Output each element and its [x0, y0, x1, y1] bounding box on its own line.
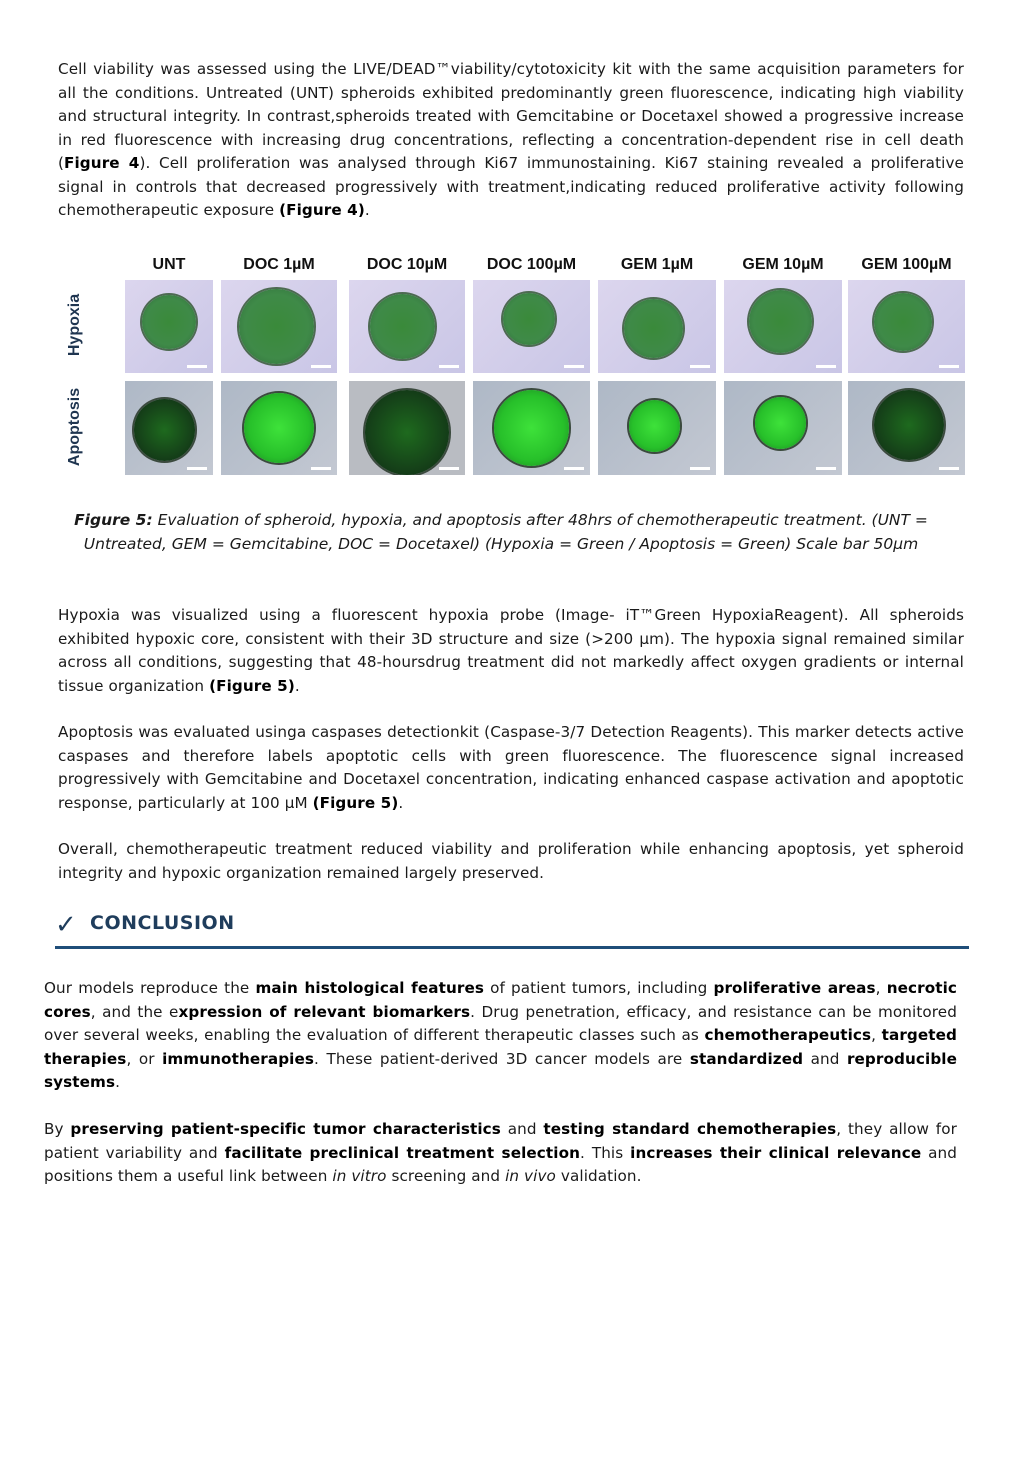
paragraph-apoptosis [58, 721, 964, 815]
spheroid [755, 397, 807, 449]
hypoxia-micrograph [473, 280, 590, 373]
text-segment: ). Cell proliferation was analysed through Ki67 immunostaining. Ki67 staining revealed a proliferative signal in controls that decreased progressively with treatment,indicating reduced proliferative activity following chemotherapeutic exposure [58, 154, 964, 219]
apoptosis-micrograph [724, 381, 842, 475]
column-header: GEM 10µM [742, 256, 824, 273]
apoptosis-micrograph [349, 381, 465, 475]
bold-text: Figure 4 [64, 154, 140, 172]
text-segment: validation. [555, 1167, 642, 1185]
scale-bar [311, 365, 331, 368]
bold-text: testing standard chemotherapies [543, 1120, 837, 1138]
column-header: DOC 1µM [243, 256, 315, 273]
paragraph-conclusion-1 [44, 977, 957, 1095]
spheroid [624, 299, 684, 359]
text-segment: . [115, 1073, 121, 1091]
scale-bar [690, 365, 710, 368]
hypoxia-micrograph [349, 280, 465, 373]
text-segment: , [875, 979, 887, 997]
text-segment: of patient tumors, including [484, 979, 714, 997]
bold-text: immunotherapies [162, 1049, 315, 1068]
bold-text: reproducible systems [44, 1049, 957, 1091]
bold-text: necrotic cores [44, 979, 957, 1021]
text-segment: . These patient-derived 3D cancer models are [314, 1049, 690, 1068]
spheroid [749, 290, 812, 353]
paragraph-viability [58, 58, 964, 223]
bold-text: increases their clinical relevance [630, 1143, 922, 1162]
text-segment: Apoptosis was evaluated usinga caspases detectionkit (Caspase-3/7 Detection Reagents). This marker detects active caspases and therefore labels apoptotic cells with green fluorescence. The fluorescence signal increased progressively with Gemcitabine and Docetaxel concentration, indicating enhanced caspase activation and apoptotic response, particularly at 100 µM [58, 723, 964, 812]
spheroid [874, 390, 945, 461]
column-header: GEM 100µM [861, 256, 952, 273]
column-header: DOC 100µM [486, 256, 577, 273]
hypoxia-micrograph [848, 280, 965, 373]
spheroid [134, 399, 196, 461]
scale-bar [939, 365, 959, 368]
scale-bar [816, 365, 836, 368]
text-segment: , they allow for patient variability and [44, 1120, 957, 1162]
bold-text: targeted therapies [44, 1026, 958, 1068]
hypoxia-micrograph [125, 280, 213, 373]
column-header: DOC 10µM [366, 256, 448, 273]
apoptosis-micrograph [598, 381, 716, 475]
column-header: UNT [152, 256, 186, 273]
spheroid [239, 289, 313, 363]
spheroid [370, 294, 435, 359]
bold-text: main histological features [255, 979, 485, 997]
text-segment: , or [126, 1049, 163, 1068]
bold-text: (Figure 4) [279, 201, 365, 219]
bold-text: (Figure 5) [312, 793, 399, 812]
text-segment: By [44, 1120, 71, 1138]
scale-bar [311, 467, 331, 470]
bold-text: xpression of relevant biomarkers [178, 1002, 471, 1021]
figure-caption [60, 508, 942, 556]
caption-label: Figure 5: [74, 511, 153, 529]
scale-bar [564, 467, 584, 470]
text-segment: Cell viability was assessed using the LIVE/DEAD™viability/cytotoxicity kit with the same acquisition parameters for all the conditions. Untreated (UNT) spheroids exhibited predominantly green fluorescence, indicating high viability and structural integrity. In contrast,spheroids treated with Gemcitabine or Docetaxel showed a progressive increase in red fluorescence with increasing drug concentrations, reflecting a concentration-dependent rise in cell death ( [58, 60, 964, 172]
row-label: Apoptosis [66, 387, 83, 467]
apoptosis-micrograph [221, 381, 337, 475]
row-label: Hypoxia [66, 293, 83, 357]
bold-text: standardized [689, 1049, 804, 1068]
spheroid [629, 400, 681, 452]
scale-bar [564, 365, 584, 368]
text-segment: . [364, 201, 370, 219]
spheroid [244, 393, 315, 464]
hypoxia-micrograph [221, 280, 337, 373]
paragraph-overall [58, 838, 964, 885]
scale-bar [439, 467, 459, 470]
apoptosis-micrograph [473, 381, 590, 475]
text-segment: and positions them a useful link between [44, 1143, 957, 1185]
italic-text: in vitro [332, 1167, 387, 1185]
bold-text: facilitate preclinical treatment selection [224, 1143, 581, 1162]
conclusion-title: CONCLUSION [90, 912, 235, 934]
figure-5 [60, 252, 970, 480]
bold-text: proliferative areas [713, 979, 876, 997]
spheroid [874, 293, 932, 351]
scale-bar [690, 467, 710, 470]
text-segment: . Drug penetration, efficacy, and resistance can be monitored over several weeks, enabling the evaluation of different therapeutic classes such as [44, 1002, 957, 1044]
bold-text: chemotherapeutics [704, 1026, 872, 1044]
text-segment: and [803, 1049, 847, 1068]
text-segment: Overall, chemotherapeutic treatment reduced viability and proliferation while enhancing apoptosis, yet spheroid integrity and hypoxic organization remained largely preserved. [58, 840, 964, 882]
column-header: GEM 1µM [620, 256, 694, 273]
scale-bar [187, 365, 207, 368]
spheroid [142, 295, 197, 350]
spheroid [365, 390, 450, 475]
apoptosis-micrograph [848, 381, 965, 475]
text-segment: . This [580, 1143, 631, 1162]
text-segment: Hypoxia was visualized using a fluorescent hypoxia probe (Image- iT™Green HypoxiaReagent). All spheroids exhibited hypoxic core, consistent with their 3D structure and size (>200 µm). The hypoxia signal remained similar across all conditions, suggesting that 48-hoursdrug treatment did not markedly affect oxygen gradients or internal tissue organization [58, 606, 964, 695]
scale-bar [816, 467, 836, 470]
scale-bar [439, 365, 459, 368]
hypoxia-micrograph [724, 280, 842, 373]
hypoxia-micrograph [598, 280, 716, 373]
paragraph-hypoxia [58, 604, 964, 698]
checkmark-icon: ✓ [55, 910, 77, 940]
caption-text: Evaluation of spheroid, hypoxia, and apoptosis after 48hrs of chemotherapeutic treatment. (UNT = Untreated, GEM = Gemcitabine, DOC = Docetaxel) (Hypoxia = Green / Apoptosis = Green) Scale bar 50µm [83, 511, 928, 553]
bold-text: preserving patient-specific tumor characteristics [70, 1120, 501, 1138]
spheroid [494, 390, 569, 465]
text-segment: . [398, 793, 404, 812]
text-segment: screening and [386, 1167, 506, 1185]
text-segment: . [294, 676, 300, 695]
apoptosis-micrograph [125, 381, 213, 475]
scale-bar [187, 467, 207, 470]
text-segment: , [871, 1026, 882, 1044]
conclusion-heading [55, 908, 969, 949]
text-segment: Our models reproduce the [44, 979, 256, 997]
text-segment: and [500, 1120, 544, 1138]
scale-bar [939, 467, 959, 470]
text-segment: , and the e [90, 1002, 179, 1021]
spheroid [503, 293, 555, 345]
paragraph-conclusion-2 [44, 1118, 957, 1189]
italic-text: in vivo [505, 1167, 556, 1185]
bold-text: (Figure 5) [209, 676, 295, 695]
